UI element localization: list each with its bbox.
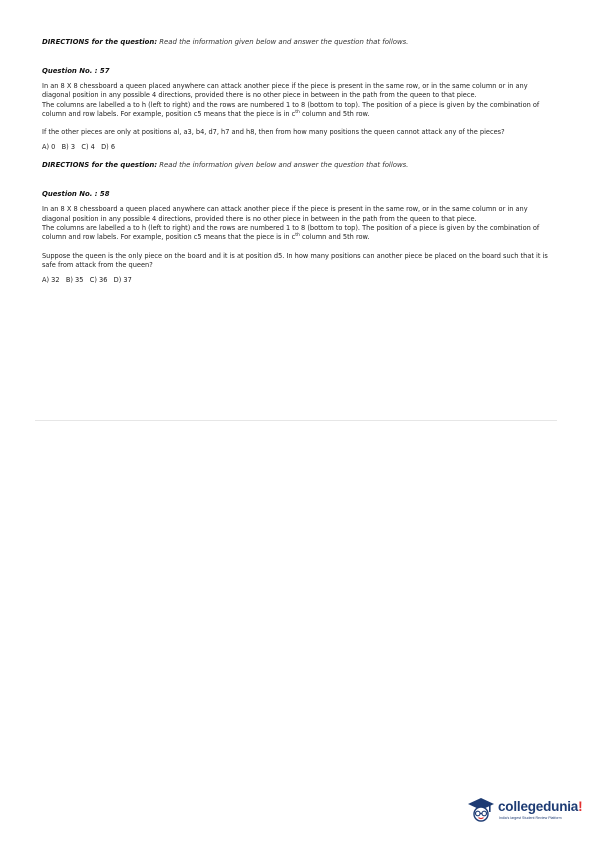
logo-wordmark <box>498 799 582 814</box>
q58-paragraph-1: In an 8 X 8 chessboard a queen placed anywhere can attack another piece if the piece is present in the same row, or in the same column or in any diagonal position in any possible 4 directions, provided there is no other piece in between in the path from the queen to that piece. <box>42 205 528 223</box>
q57-p2-a: The columns are labelled a to h (left to right) and the rows are numbered 1 to 8 (bottom to top). The position of a piece is given by the combination of column and row labels. For example, position c5 means that the piece is in c <box>42 100 540 118</box>
q57-directions <box>42 38 554 47</box>
graduate-cap-icon <box>466 795 496 825</box>
q57-p2-b: column and 5th row. <box>299 109 370 118</box>
q58-question: Suppose the queen is the only piece on the board and it is at position d5. In how many positions can another piece be placed on the board such that it is safe from attack from the queen? <box>42 251 548 269</box>
q57-heading: Question No. : 57 <box>42 67 110 75</box>
q58-paragraph-2 <box>42 224 554 243</box>
q57-directions-label: DIRECTIONS for the question: <box>42 38 158 46</box>
content <box>42 38 554 285</box>
q57-question: If the other pieces are only at positions al, a3, b4, d7, h7 and h8, then from how many positions the queen cannot attack any of the pieces? <box>42 128 505 137</box>
q57-paragraph-1: In an 8 X 8 chessboard a queen placed anywhere can attack another piece if the piece is present in the same row, or in the same column or in any diagonal position in any possible 4 directions, provided there is no other piece in between in the path from the queen to that piece. <box>42 82 528 100</box>
q57-options: A) 0 B) 3 C) 4 D) 6 <box>42 143 116 152</box>
q57-paragraph-2 <box>42 101 554 120</box>
q57-p2-sup: th <box>295 109 300 115</box>
q58-p2-sup: th <box>295 233 300 239</box>
q58-directions <box>42 161 554 170</box>
q58-p2-b: column and 5th row. <box>299 233 370 242</box>
q58-directions-text: Read the information given below and answer the question that follows. <box>157 161 409 170</box>
q58-options: A) 32 B) 35 C) 36 D) 37 <box>42 276 132 285</box>
logo-tagline: India's largest Student Review Platform <box>499 816 562 820</box>
logo-wordmark-dot: ! <box>578 799 583 814</box>
bottom-divider <box>35 420 557 421</box>
q58-heading: Question No. : 58 <box>42 190 110 199</box>
q57-directions-text: Read the information given below and answer the question that follows. <box>157 38 409 46</box>
collegedunia-logo[interactable] <box>466 795 586 825</box>
q58-p2-a: The columns are labelled a to h (left to right) and the rows are numbered 1 to 8 (bottom to top). The position of a piece is given by the combination of column and row labels. For example, position c5 means that the piece is in c <box>42 224 540 242</box>
logo-wordmark-main: collegedunia <box>498 799 579 814</box>
q58-directions-label: DIRECTIONS for the question: <box>42 161 158 170</box>
